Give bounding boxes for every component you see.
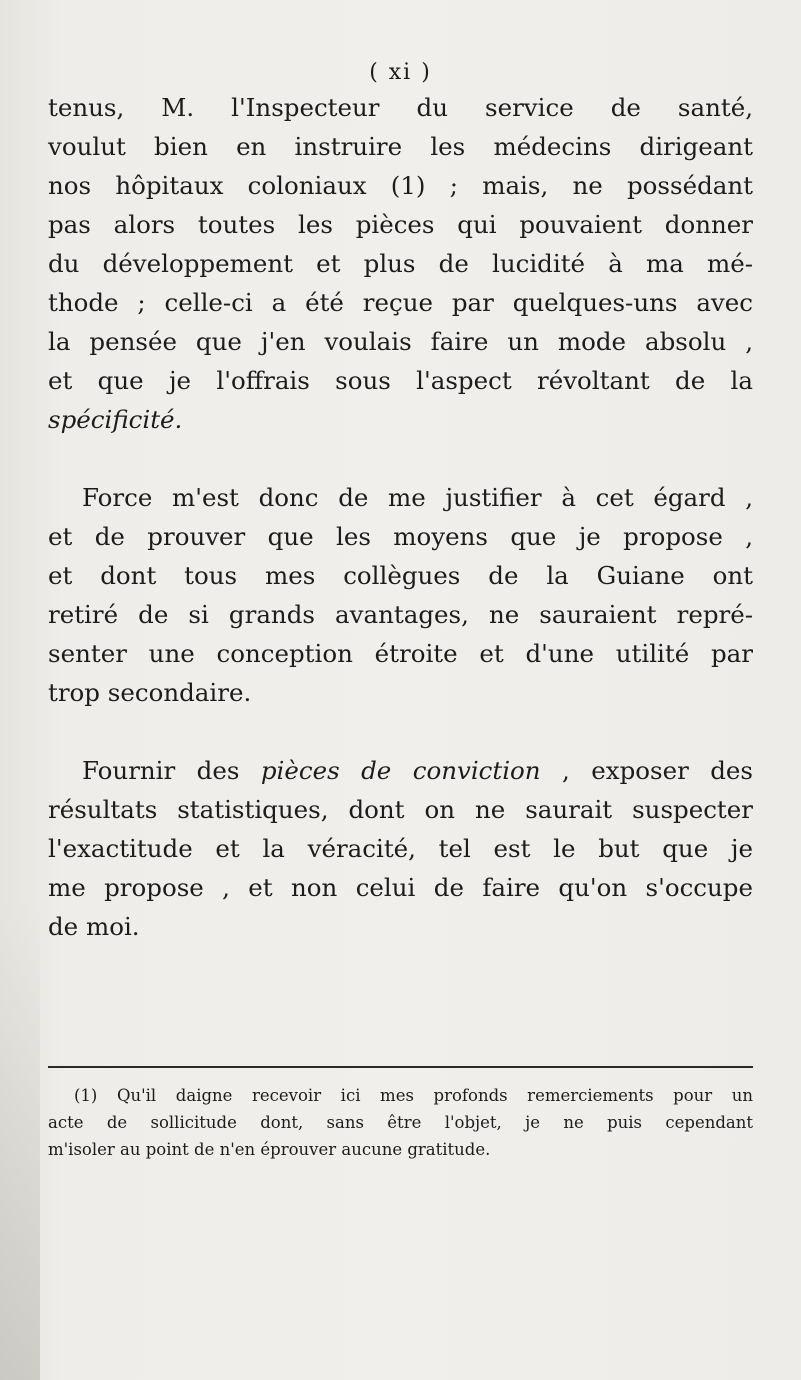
text-line: et que je l'offrais sous l'aspect révoltant de la [48,366,753,395]
text-line: de moi. [48,912,140,941]
footnote-divider [48,1066,753,1068]
paragraph-2 [48,478,753,712]
text-line: retiré de si grands avantages, ne sauraient repré- [48,600,753,629]
text-line: du développement et plus de lucidité à ma mé- [48,249,753,278]
text-line: la pensée que j'en voulais faire un mode absolu , [48,327,753,356]
text-line: tenus, M. l'Inspecteur du service de santé, [48,93,753,122]
text-line: trop secondaire. [48,678,252,707]
text-line: résultats statistiques, dont on ne saurait suspecter [48,795,753,824]
text-line: nos hôpitaux coloniaux (1) ; mais, ne possédant [48,171,753,200]
text-span: , exposer des [562,756,753,785]
body-text [48,88,753,946]
paragraph-gap [48,712,753,751]
paragraph-3 [48,751,753,946]
paragraph-gap [48,439,753,478]
text-line: Force m'est donc de me justifier à cet égard , [82,483,753,512]
text-line: voulut bien en instruire les médecins dirigeant [48,132,753,161]
text-line: senter une conception étroite et d'une utilité par [48,639,753,668]
footnote [48,1082,753,1163]
text-line: thode ; celle-ci a été reçue par quelques-uns avec [48,288,753,317]
text-line: l'exactitude et la véracité, tel est le but que je [48,834,753,863]
text-line [48,751,753,790]
page-number: ( xi ) [369,60,432,85]
footnote-line: m'isoler au point de n'en éprouver aucune gratitude. [48,1140,491,1159]
footnote-line: (1) Qu'il daigne recevoir ici mes profonds remerciements pour un [74,1086,753,1105]
page-edge-shadow [0,900,40,1380]
text-line: me propose , et non celui de faire qu'on s'occupe [48,873,753,902]
text-line [48,400,753,439]
italic-term: spécificité. [48,405,183,434]
footnote-line: acte de sollicitude dont, sans être l'objet, je ne puis cependant [48,1113,753,1132]
text-line: et de prouver que les moyens que je propose , [48,522,753,551]
paragraph-1 [48,88,753,439]
text-span: Fournir des [82,756,240,785]
text-line: pas alors toutes les pièces qui pouvaient donner [48,210,753,239]
text-line: et dont tous mes collègues de la Guiane ont [48,561,753,590]
italic-term: pièces de conviction [260,756,541,785]
